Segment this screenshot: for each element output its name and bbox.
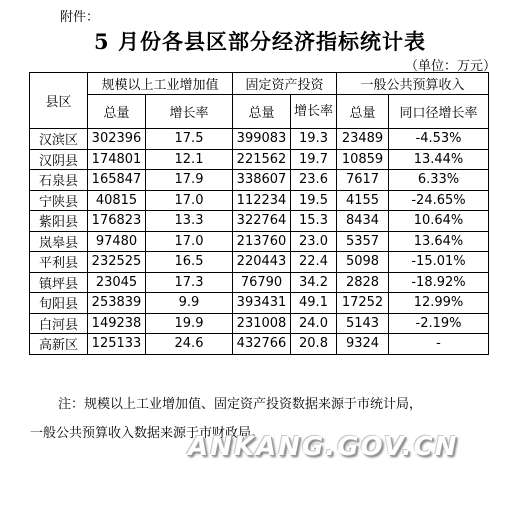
- industry-total-cell: 253839: [88, 293, 146, 314]
- industry-total-cell: 125133: [88, 334, 146, 355]
- economic-indicators-table: [29, 72, 489, 355]
- revenue-growth-cell: 13.44%: [389, 149, 489, 170]
- revenue-total-cell: 8434: [337, 211, 389, 232]
- revenue-growth-cell: -18.92%: [389, 272, 489, 293]
- investment-total-cell: 432766: [233, 334, 291, 355]
- industry-growth-cell: 17.5: [146, 129, 233, 150]
- industry-growth-cell: 9.9: [146, 293, 233, 314]
- industry-total-cell: 232525: [88, 252, 146, 273]
- investment-total-cell: 322764: [233, 211, 291, 232]
- table-row: [30, 293, 489, 314]
- attachment-label: 附件：: [60, 10, 100, 25]
- investment-growth-cell: 23.0: [291, 231, 337, 252]
- revenue-growth-cell: -24.65%: [389, 190, 489, 211]
- note-line-2: 一般公共预算收入数据来源于市财政局。: [30, 426, 265, 441]
- county-cell: 紫阳县: [30, 211, 88, 232]
- table-row: [30, 231, 489, 252]
- investment-total-cell: 231008: [233, 313, 291, 334]
- investment-total-cell: 213760: [233, 231, 291, 252]
- subheader-industry-growth: 增长率: [146, 95, 233, 129]
- table-row: [30, 149, 489, 170]
- industry-total-cell: 302396: [88, 129, 146, 150]
- subheader-revenue-growth: 同口径增长率: [389, 95, 489, 129]
- investment-total-cell: 393431: [233, 293, 291, 314]
- industry-growth-cell: 12.1: [146, 149, 233, 170]
- investment-growth-cell: 15.3: [291, 211, 337, 232]
- industry-growth-cell: 17.0: [146, 231, 233, 252]
- table-row: [30, 272, 489, 293]
- table-body: [30, 129, 489, 355]
- table-row: [30, 129, 489, 150]
- county-header: 县区: [30, 73, 88, 129]
- unit-label: （单位：万元）: [404, 59, 496, 74]
- county-cell: 白河县: [30, 313, 88, 334]
- revenue-growth-cell: 10.64%: [389, 211, 489, 232]
- revenue-total-cell: 2828: [337, 272, 389, 293]
- industry-total-cell: 40815: [88, 190, 146, 211]
- investment-growth-cell: 23.6: [291, 170, 337, 191]
- table-row: [30, 170, 489, 191]
- investment-growth-cell: 34.2: [291, 272, 337, 293]
- revenue-total-cell: 5143: [337, 313, 389, 334]
- industry-growth-cell: 13.3: [146, 211, 233, 232]
- note-line-1: 注：规模以上工业增加值、固定资产投资数据来源于市统计局，: [58, 397, 423, 412]
- investment-growth-cell: 24.0: [291, 313, 337, 334]
- revenue-growth-cell: 13.64%: [389, 231, 489, 252]
- group-header-investment: 固定资产投资: [233, 73, 337, 95]
- county-cell: 高新区: [30, 334, 88, 355]
- revenue-growth-cell: -15.01%: [389, 252, 489, 273]
- table-row: [30, 313, 489, 334]
- subheader-industry-total: 总量: [88, 95, 146, 129]
- investment-growth-cell: 19.3: [291, 129, 337, 150]
- table-row: [30, 334, 489, 355]
- county-cell: 宁陕县: [30, 190, 88, 211]
- industry-growth-cell: 24.6: [146, 334, 233, 355]
- investment-growth-cell: 19.7: [291, 149, 337, 170]
- industry-growth-cell: 17.9: [146, 170, 233, 191]
- revenue-growth-cell: -: [389, 334, 489, 355]
- investment-total-cell: 338607: [233, 170, 291, 191]
- revenue-total-cell: 4155: [337, 190, 389, 211]
- investment-total-cell: 76790: [233, 272, 291, 293]
- industry-total-cell: 149238: [88, 313, 146, 334]
- industry-growth-cell: 17.0: [146, 190, 233, 211]
- group-header-revenue: 一般公共预算收入: [337, 73, 489, 95]
- investment-growth-cell: 19.5: [291, 190, 337, 211]
- investment-total-cell: 221562: [233, 149, 291, 170]
- industry-total-cell: 176823: [88, 211, 146, 232]
- revenue-growth-cell: -2.19%: [389, 313, 489, 334]
- county-cell: 汉滨区: [30, 129, 88, 150]
- investment-growth-cell: 22.4: [291, 252, 337, 273]
- investment-total-cell: 399083: [233, 129, 291, 150]
- county-cell: 镇坪县: [30, 272, 88, 293]
- investment-growth-cell: 49.1: [291, 293, 337, 314]
- industry-growth-cell: 16.5: [146, 252, 233, 273]
- industry-total-cell: 174801: [88, 149, 146, 170]
- subheader-investment-growth: 增长率: [291, 95, 337, 129]
- revenue-growth-cell: 12.99%: [389, 293, 489, 314]
- industry-growth-cell: 17.3: [146, 272, 233, 293]
- revenue-total-cell: 9324: [337, 334, 389, 355]
- subheader-investment-total: 总量: [233, 95, 291, 129]
- county-cell: 石泉县: [30, 170, 88, 191]
- watermark-logo: ANKANG.GOV.CN: [188, 432, 459, 462]
- industry-total-cell: 165847: [88, 170, 146, 191]
- revenue-growth-cell: -4.53%: [389, 129, 489, 150]
- industry-total-cell: 23045: [88, 272, 146, 293]
- investment-total-cell: 220443: [233, 252, 291, 273]
- county-cell: 岚皋县: [30, 231, 88, 252]
- revenue-growth-cell: 6.33%: [389, 170, 489, 191]
- county-cell: 汉阴县: [30, 149, 88, 170]
- table-row: [30, 211, 489, 232]
- table-row: [30, 252, 489, 273]
- table-row: [30, 190, 489, 211]
- revenue-total-cell: 10859: [337, 149, 389, 170]
- investment-growth-cell: 20.8: [291, 334, 337, 355]
- revenue-total-cell: 23489: [337, 129, 389, 150]
- county-cell: 平利县: [30, 252, 88, 273]
- revenue-total-cell: 17252: [337, 293, 389, 314]
- revenue-total-cell: 5357: [337, 231, 389, 252]
- industry-growth-cell: 19.9: [146, 313, 233, 334]
- table-title: 5 月份各县区部分经济指标统计表: [94, 29, 426, 54]
- subheader-revenue-total: 总量: [337, 95, 389, 129]
- industry-total-cell: 97480: [88, 231, 146, 252]
- county-cell: 旬阳县: [30, 293, 88, 314]
- revenue-total-cell: 5098: [337, 252, 389, 273]
- investment-total-cell: 112234: [233, 190, 291, 211]
- revenue-total-cell: 7617: [337, 170, 389, 191]
- group-header-industry: 规模以上工业增加值: [88, 73, 233, 95]
